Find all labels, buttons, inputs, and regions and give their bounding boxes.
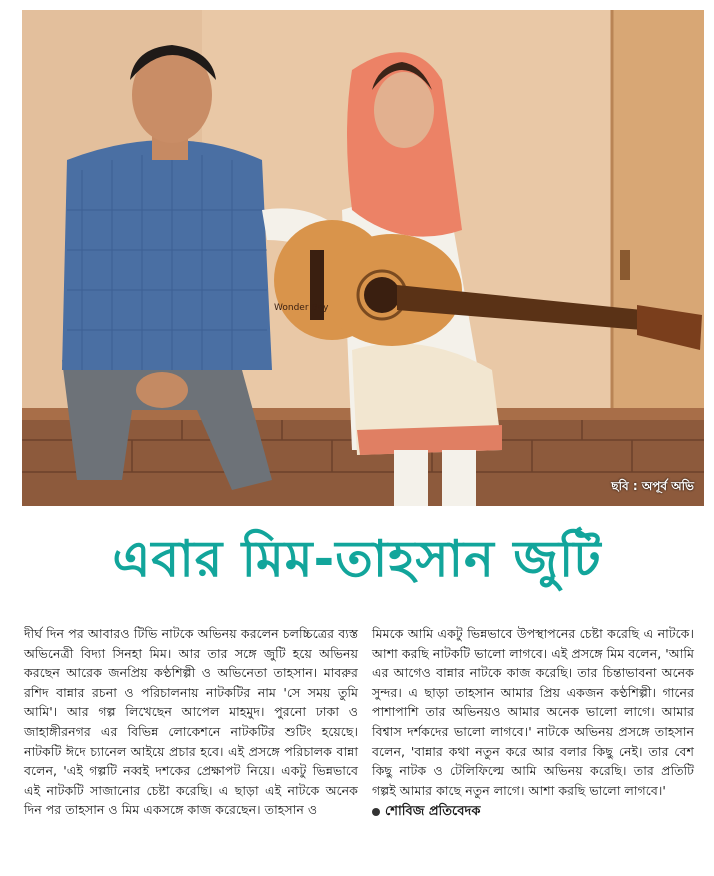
photo-credit: ছবি : অপূর্ব অভি [611, 479, 694, 493]
byline [372, 802, 694, 822]
bullet-icon [372, 808, 380, 816]
headline: এবার মিম-তাহসান জুটি [112, 530, 602, 588]
article-paragraph-right: মিমকে আমি একটু ভিন্নভাবে উপস্থাপনের চেষ্টা করেছি এ নাটকে। আশা করছি নাটকটি ভালো লাগবে। এই প্রসঙ্গে মিম বলেন, 'আমি এর আগেও বান্নার নাটকে কাজ করেছি। তার চিন্তাভাবনা অনেক সুন্দর। এ ছাড়া তাহসান আমার প্রিয় একজন কণ্ঠশিল্পী। গানের পাশাপাশি তার অভিনয়ও আমার অনেক ভালো লাগে। আমার বিশ্বাস দর্শকদের ভালো লাগবে।' নাটকে অভিনয় প্রসঙ্গে তাহসান বলেন, 'বান্নার কথা নতুন করে আর বলার কিছু নেই। তার বেশ কিছু নাটক ও টেলিফিল্মে আমি অভিনয় করেছি। তার প্রতিটি গল্পই আমার কাছে নতুন লাগে। আশা করছি ভালো লাগবে।' [372, 626, 694, 798]
article-column-right [372, 624, 694, 822]
article-column-left [24, 624, 358, 820]
guitar-brand-label: Wonder Boy [274, 303, 329, 313]
photo-illustration [22, 10, 704, 506]
article-photo [22, 10, 704, 506]
byline-text: শোবিজ প্রতিবেদক [385, 804, 481, 820]
article-paragraph-left: দীর্ঘ দিন পর আবারও টিভি নাটকে অভিনয় করলেন চলচ্চিত্রের ব্যস্ত অভিনেত্রী বিদ্যা সিনহা মিম। আর তার সঙ্গে জুটি হয়ে অভিনয় করছেন আরেক জনপ্রিয় কণ্ঠশিল্পী ও অভিনেতা তাহসান। মাবরুর রশিদ বান্নার রচনা ও পরিচালনায় নাটকটির নাম 'সে সময় তুমি আমি'। আর গল্প লিখেছেন আপেল মাহমুদ। পুরনো ঢাকা ও জাহাঙ্গীরনগর এর বিভিন্ন লোকেশনে নাটকটির শুটিং হয়েছে। নাটকটি ঈদে চ্যানেল আইয়ে প্রচার হবে। এই প্রসঙ্গে পরিচালক বান্না বলেন, 'এই গল্পটি নব্বই দশকের প্রেক্ষাপট নিয়ে। একটু ভিন্নভাবে এই নাটকটি সাজানোর চেষ্টা করেছি। এ ছাড়া এই নাটকে অনেক দিন পর তাহসান ও মিম একসঙ্গে কাজ করেছেন। তাহসান ও [24, 626, 358, 818]
